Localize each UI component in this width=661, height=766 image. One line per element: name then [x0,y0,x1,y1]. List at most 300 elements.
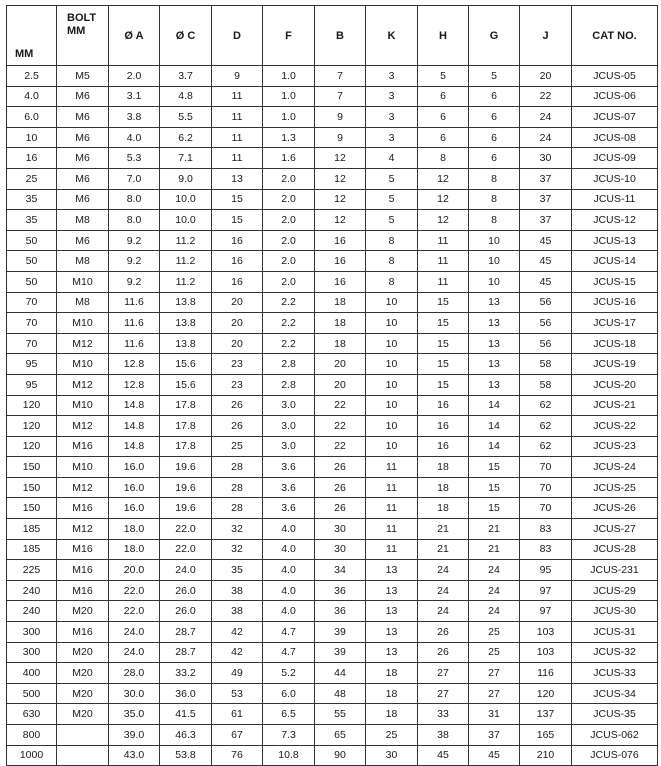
cell-cat-no: JCUS-14 [572,251,658,272]
table-body [7,66,658,766]
table-row [7,333,658,354]
cell-cat-no: JCUS-32 [572,642,658,663]
cell-b: 39 [315,642,366,663]
cell-d: 42 [212,642,263,663]
table-row [7,107,658,128]
cell-b: 18 [315,292,366,313]
cell-mm: 630 [7,704,57,725]
cell-f: 2.0 [263,230,315,251]
cell-mm: 225 [7,560,57,581]
cell-d: 23 [212,354,263,375]
cell-cat-no: JCUS-17 [572,313,658,334]
cell-k: 30 [366,745,418,766]
cell-j: 70 [520,457,572,478]
cell-b: 22 [315,436,366,457]
cell-dia-a: 5.3 [109,148,160,169]
cell-h: 24 [418,560,469,581]
cell-cat-no: JCUS-13 [572,230,658,251]
cell-b: 18 [315,333,366,354]
cell-k: 11 [366,457,418,478]
cell-h: 15 [418,313,469,334]
cell-k: 8 [366,271,418,292]
cell-dia-a: 14.8 [109,416,160,437]
cell-dia-a: 12.8 [109,354,160,375]
cell-k: 11 [366,477,418,498]
cell-bolt [57,745,109,766]
cell-h: 21 [418,539,469,560]
cell-bolt: M8 [57,292,109,313]
cell-cat-no: JCUS-16 [572,292,658,313]
cell-mm: 1000 [7,745,57,766]
cell-k: 10 [366,292,418,313]
cell-cat-no: JCUS-08 [572,127,658,148]
cell-bolt: M16 [57,539,109,560]
table-row [7,622,658,643]
table-row [7,66,658,87]
header-row [7,6,658,66]
cell-b: 26 [315,457,366,478]
cell-cat-no: JCUS-18 [572,333,658,354]
header-j: J [520,6,572,66]
cell-dia-a: 14.8 [109,395,160,416]
table-row [7,477,658,498]
cell-g: 45 [469,745,520,766]
cell-mm: 35 [7,189,57,210]
cell-dia-a: 4.0 [109,127,160,148]
cell-j: 103 [520,622,572,643]
cell-j: 210 [520,745,572,766]
cell-j: 37 [520,168,572,189]
cell-b: 30 [315,539,366,560]
cell-mm: 50 [7,230,57,251]
table-row [7,498,658,519]
table-row [7,663,658,684]
cell-j: 62 [520,395,572,416]
cell-dia-c: 10.0 [160,210,212,231]
cell-h: 11 [418,230,469,251]
cell-d: 28 [212,498,263,519]
cell-bolt: M20 [57,683,109,704]
cell-f: 2.8 [263,374,315,395]
cell-h: 33 [418,704,469,725]
table-row [7,580,658,601]
cell-bolt: M6 [57,107,109,128]
cell-mm: 150 [7,457,57,478]
cell-dia-a: 16.0 [109,498,160,519]
cell-bolt: M6 [57,127,109,148]
cell-dia-c: 26.0 [160,580,212,601]
cell-g: 14 [469,416,520,437]
cell-d: 26 [212,416,263,437]
cell-h: 15 [418,333,469,354]
cell-j: 56 [520,292,572,313]
header-d: D [212,6,263,66]
cell-d: 53 [212,683,263,704]
table-row [7,210,658,231]
cell-d: 15 [212,189,263,210]
header-dia-a: Ø A [109,6,160,66]
cell-cat-no: JCUS-231 [572,560,658,581]
cell-d: 16 [212,271,263,292]
cell-h: 21 [418,519,469,540]
cell-bolt: M6 [57,230,109,251]
cell-dia-a: 39.0 [109,725,160,746]
cell-h: 18 [418,477,469,498]
cell-j: 24 [520,107,572,128]
cell-dia-c: 7.1 [160,148,212,169]
cell-bolt: M10 [57,457,109,478]
cell-mm: 800 [7,725,57,746]
cell-d: 16 [212,251,263,272]
cell-h: 26 [418,622,469,643]
cell-bolt: M12 [57,374,109,395]
cell-mm: 25 [7,168,57,189]
cell-h: 45 [418,745,469,766]
cell-k: 11 [366,498,418,519]
cell-bolt: M6 [57,189,109,210]
cell-g: 14 [469,436,520,457]
cell-b: 48 [315,683,366,704]
cell-k: 5 [366,189,418,210]
cell-j: 165 [520,725,572,746]
cell-bolt: M12 [57,519,109,540]
cell-g: 25 [469,622,520,643]
cell-d: 28 [212,457,263,478]
cell-cat-no: JCUS-09 [572,148,658,169]
cell-j: 97 [520,580,572,601]
cell-j: 70 [520,477,572,498]
table-row [7,251,658,272]
cell-j: 97 [520,601,572,622]
cell-g: 10 [469,271,520,292]
cell-mm: 16 [7,148,57,169]
cell-cat-no: JCUS-30 [572,601,658,622]
cell-dia-c: 53.8 [160,745,212,766]
cell-dia-a: 9.2 [109,251,160,272]
cell-h: 16 [418,436,469,457]
cell-k: 4 [366,148,418,169]
cell-d: 11 [212,86,263,107]
cell-k: 5 [366,210,418,231]
cell-k: 13 [366,580,418,601]
cell-dia-c: 33.2 [160,663,212,684]
cell-j: 56 [520,313,572,334]
cell-b: 12 [315,168,366,189]
cell-h: 6 [418,86,469,107]
cell-cat-no: JCUS-27 [572,519,658,540]
cell-g: 13 [469,313,520,334]
cell-d: 15 [212,210,263,231]
cell-bolt: M8 [57,210,109,231]
cell-bolt: M16 [57,560,109,581]
cell-b: 12 [315,210,366,231]
cell-h: 24 [418,580,469,601]
cell-b: 36 [315,601,366,622]
cell-dia-c: 5.5 [160,107,212,128]
cell-cat-no: JCUS-33 [572,663,658,684]
cell-b: 9 [315,127,366,148]
cell-d: 76 [212,745,263,766]
cell-mm: 2.5 [7,66,57,87]
cell-f: 3.0 [263,395,315,416]
table-row [7,560,658,581]
cell-mm: 120 [7,395,57,416]
cell-f: 10.8 [263,745,315,766]
cell-j: 30 [520,148,572,169]
cell-dia-a: 7.0 [109,168,160,189]
cell-f: 3.6 [263,498,315,519]
cell-h: 12 [418,210,469,231]
cell-dia-c: 19.6 [160,477,212,498]
cell-dia-a: 14.8 [109,436,160,457]
cell-h: 24 [418,601,469,622]
cell-g: 24 [469,580,520,601]
cell-d: 32 [212,519,263,540]
cell-mm: 500 [7,683,57,704]
cell-k: 18 [366,683,418,704]
cell-dia-c: 22.0 [160,539,212,560]
cell-b: 12 [315,189,366,210]
cell-k: 8 [366,251,418,272]
header-f: F [263,6,315,66]
cell-cat-no: JCUS-22 [572,416,658,437]
cell-dia-c: 17.8 [160,416,212,437]
cell-mm: 400 [7,663,57,684]
cell-cat-no: JCUS-10 [572,168,658,189]
cell-h: 15 [418,292,469,313]
cell-dia-c: 3.7 [160,66,212,87]
cell-dia-a: 12.8 [109,374,160,395]
cell-bolt: M20 [57,642,109,663]
cell-h: 11 [418,271,469,292]
cell-mm: 70 [7,333,57,354]
cell-mm: 70 [7,313,57,334]
cell-d: 67 [212,725,263,746]
cell-cat-no: JCUS-05 [572,66,658,87]
cell-k: 3 [366,86,418,107]
cell-b: 12 [315,148,366,169]
cell-j: 83 [520,519,572,540]
cell-k: 5 [366,168,418,189]
cell-cat-no: JCUS-06 [572,86,658,107]
cell-h: 6 [418,107,469,128]
cell-dia-a: 16.0 [109,457,160,478]
table-row [7,683,658,704]
table-row [7,230,658,251]
cell-f: 1.0 [263,86,315,107]
cell-d: 35 [212,560,263,581]
cell-h: 6 [418,127,469,148]
cell-dia-a: 30.0 [109,683,160,704]
cell-cat-no: JCUS-19 [572,354,658,375]
header-bolt-mm [57,6,109,66]
cell-g: 8 [469,210,520,231]
cell-f: 4.0 [263,539,315,560]
cell-k: 8 [366,230,418,251]
cell-dia-a: 22.0 [109,580,160,601]
cell-d: 11 [212,127,263,148]
cell-k: 18 [366,663,418,684]
cell-k: 13 [366,622,418,643]
cell-dia-a: 8.0 [109,210,160,231]
cell-cat-no: JCUS-25 [572,477,658,498]
cell-f: 2.8 [263,354,315,375]
cell-cat-no: JCUS-20 [572,374,658,395]
table-row [7,354,658,375]
cell-h: 18 [418,457,469,478]
cell-f: 4.0 [263,601,315,622]
cell-dia-c: 10.0 [160,189,212,210]
cell-bolt: M20 [57,601,109,622]
cell-f: 2.2 [263,333,315,354]
cell-bolt: M8 [57,251,109,272]
cell-d: 9 [212,66,263,87]
cell-g: 10 [469,230,520,251]
cell-f: 3.0 [263,436,315,457]
cell-k: 3 [366,66,418,87]
table-row [7,436,658,457]
cell-k: 10 [366,354,418,375]
cell-dia-c: 24.0 [160,560,212,581]
cell-bolt: M16 [57,580,109,601]
cell-f: 3.6 [263,477,315,498]
table-row [7,725,658,746]
cell-mm: 300 [7,642,57,663]
cell-b: 65 [315,725,366,746]
cell-b: 9 [315,107,366,128]
cell-dia-c: 17.8 [160,436,212,457]
cell-dia-a: 9.2 [109,271,160,292]
cell-j: 95 [520,560,572,581]
cell-b: 30 [315,519,366,540]
cell-f: 1.0 [263,66,315,87]
cell-d: 23 [212,374,263,395]
cell-f: 1.6 [263,148,315,169]
header-b: B [315,6,366,66]
cell-b: 20 [315,354,366,375]
cell-k: 13 [366,601,418,622]
cell-f: 2.0 [263,271,315,292]
cell-dia-a: 9.2 [109,230,160,251]
cell-k: 10 [366,313,418,334]
cell-g: 6 [469,107,520,128]
cell-f: 2.0 [263,168,315,189]
cell-d: 11 [212,107,263,128]
cell-f: 6.5 [263,704,315,725]
cell-h: 16 [418,416,469,437]
cell-bolt: M10 [57,354,109,375]
cell-mm: 185 [7,539,57,560]
cell-dia-c: 13.8 [160,333,212,354]
cell-b: 7 [315,86,366,107]
cell-h: 12 [418,168,469,189]
cell-bolt: M10 [57,395,109,416]
header-g: G [469,6,520,66]
cell-mm: 240 [7,580,57,601]
cell-h: 16 [418,395,469,416]
cell-j: 45 [520,251,572,272]
cell-bolt: M10 [57,313,109,334]
header-mm: MM [7,6,57,66]
cell-f: 2.0 [263,210,315,231]
cell-g: 31 [469,704,520,725]
cell-g: 21 [469,539,520,560]
cell-d: 26 [212,395,263,416]
cell-b: 16 [315,251,366,272]
cell-j: 20 [520,66,572,87]
cell-h: 15 [418,374,469,395]
cell-g: 21 [469,519,520,540]
cell-j: 103 [520,642,572,663]
cell-g: 27 [469,683,520,704]
cell-b: 16 [315,230,366,251]
cell-mm: 6.0 [7,107,57,128]
cell-h: 18 [418,498,469,519]
table-row [7,292,658,313]
cell-mm: 120 [7,436,57,457]
cell-mm: 120 [7,416,57,437]
cell-j: 62 [520,416,572,437]
cell-dia-c: 4.8 [160,86,212,107]
cell-b: 26 [315,498,366,519]
cell-f: 4.0 [263,580,315,601]
cell-bolt: M20 [57,663,109,684]
cell-dia-a: 24.0 [109,622,160,643]
cell-b: 18 [315,313,366,334]
cell-f: 1.3 [263,127,315,148]
header-bolt-mm-text: BOLT MM [67,12,97,37]
cell-k: 10 [366,333,418,354]
cell-dia-a: 2.0 [109,66,160,87]
cell-mm: 95 [7,374,57,395]
cell-b: 44 [315,663,366,684]
cell-mm: 150 [7,477,57,498]
cell-cat-no: JCUS-07 [572,107,658,128]
cell-j: 56 [520,333,572,354]
cell-dia-c: 9.0 [160,168,212,189]
cell-cat-no: JCUS-15 [572,271,658,292]
cell-j: 58 [520,354,572,375]
cell-bolt: M6 [57,86,109,107]
cell-d: 32 [212,539,263,560]
cell-j: 116 [520,663,572,684]
cell-j: 24 [520,127,572,148]
cell-g: 6 [469,127,520,148]
table-row [7,313,658,334]
cell-dia-a: 22.0 [109,601,160,622]
cell-g: 13 [469,374,520,395]
cell-bolt: M20 [57,704,109,725]
cell-f: 4.0 [263,519,315,540]
cell-j: 120 [520,683,572,704]
cell-g: 13 [469,292,520,313]
table-row [7,601,658,622]
cell-mm: 50 [7,271,57,292]
cell-b: 20 [315,374,366,395]
table-row [7,457,658,478]
table-row [7,168,658,189]
cell-dia-c: 36.0 [160,683,212,704]
cell-d: 28 [212,477,263,498]
cell-cat-no: JCUS-31 [572,622,658,643]
table-row [7,86,658,107]
cell-f: 2.2 [263,313,315,334]
cell-bolt: M6 [57,168,109,189]
cell-h: 27 [418,683,469,704]
cell-dia-c: 6.2 [160,127,212,148]
cell-h: 38 [418,725,469,746]
cell-dia-a: 18.0 [109,519,160,540]
